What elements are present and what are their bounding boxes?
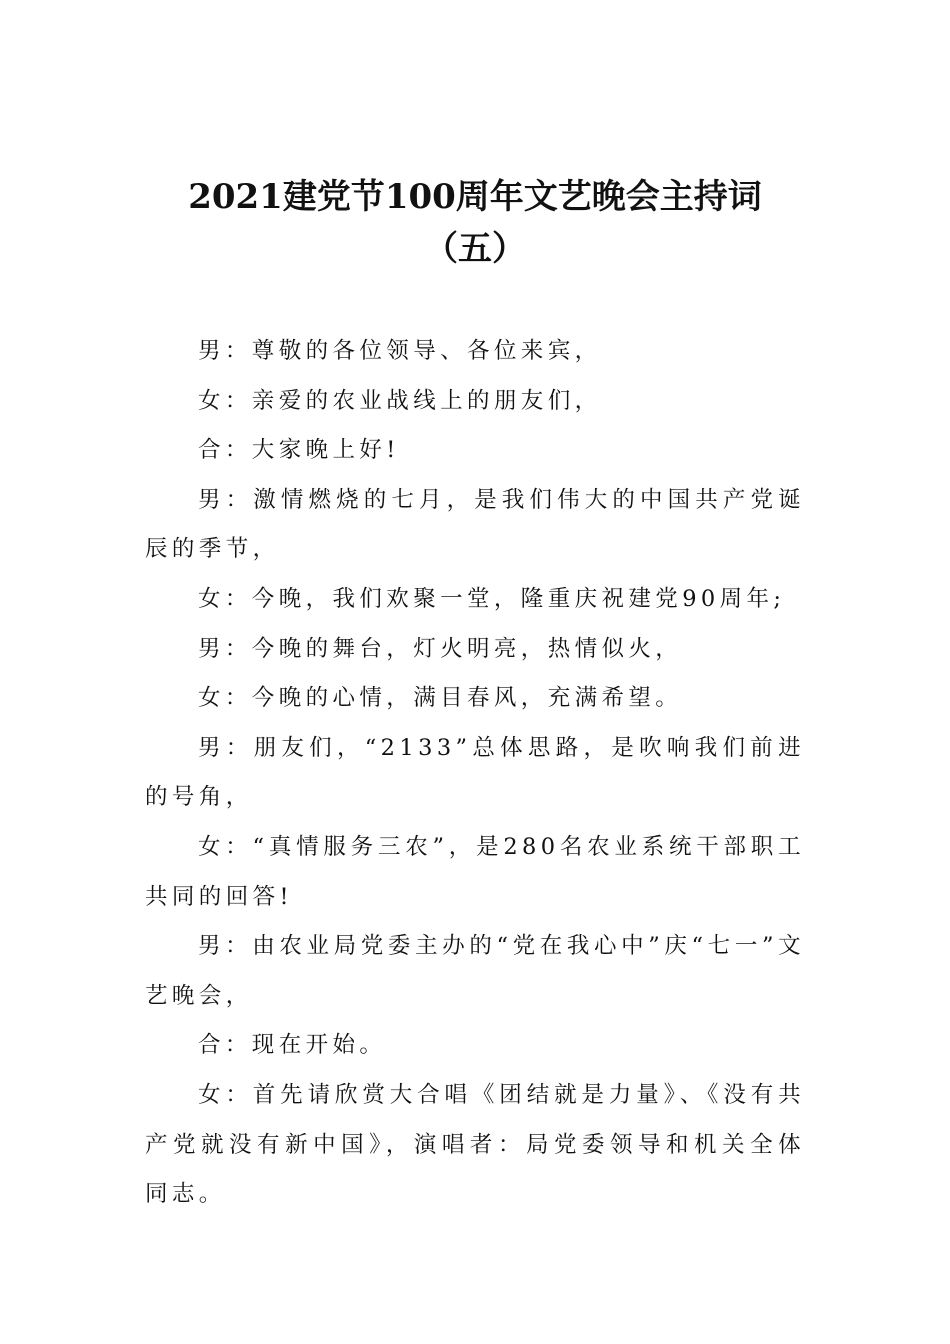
document-body <box>145 327 805 1220</box>
paragraph: 男：今晚的舞台，灯火明亮，热情似火， <box>198 635 683 662</box>
paragraph: 女：亲爱的农业战线上的朋友们， <box>198 387 602 414</box>
document-subtitle: （五） <box>424 229 526 269</box>
paragraph: 男：朋友们，“2133”总体思路，是吹响我们前进的号角， <box>145 734 805 811</box>
paragraph: 女：“真情服务三农”，是280名农业系统干部职工共同的回答! <box>145 833 805 910</box>
paragraph: 男：激情燃烧的七月，是我们伟大的中国共产党诞辰的季节， <box>145 486 805 563</box>
paragraph: 女：今晚的心情，满目春风，充满希望。 <box>198 685 683 712</box>
paragraph: 男：由农业局党委主办的“党在我心中”庆“七一”文艺晚会， <box>145 933 805 1009</box>
paragraph: 合：现在开始。 <box>198 1032 387 1059</box>
paragraph: 男：尊敬的各位领导、各位来宾， <box>198 338 602 364</box>
paragraph: 女：首先请欣赏大合唱《团结就是力量》、《没有共产党就没有新中国》，演唱者：局党委领导和机关全体同志。 <box>145 1081 805 1208</box>
document-title: 2021建党节100周年文艺晚会主持词 <box>188 177 762 217</box>
paragraph: 女：今晚，我们欢聚一堂，隆重庆祝建党90周年; <box>198 585 786 612</box>
paragraph: 合：大家晚上好! <box>198 437 400 464</box>
